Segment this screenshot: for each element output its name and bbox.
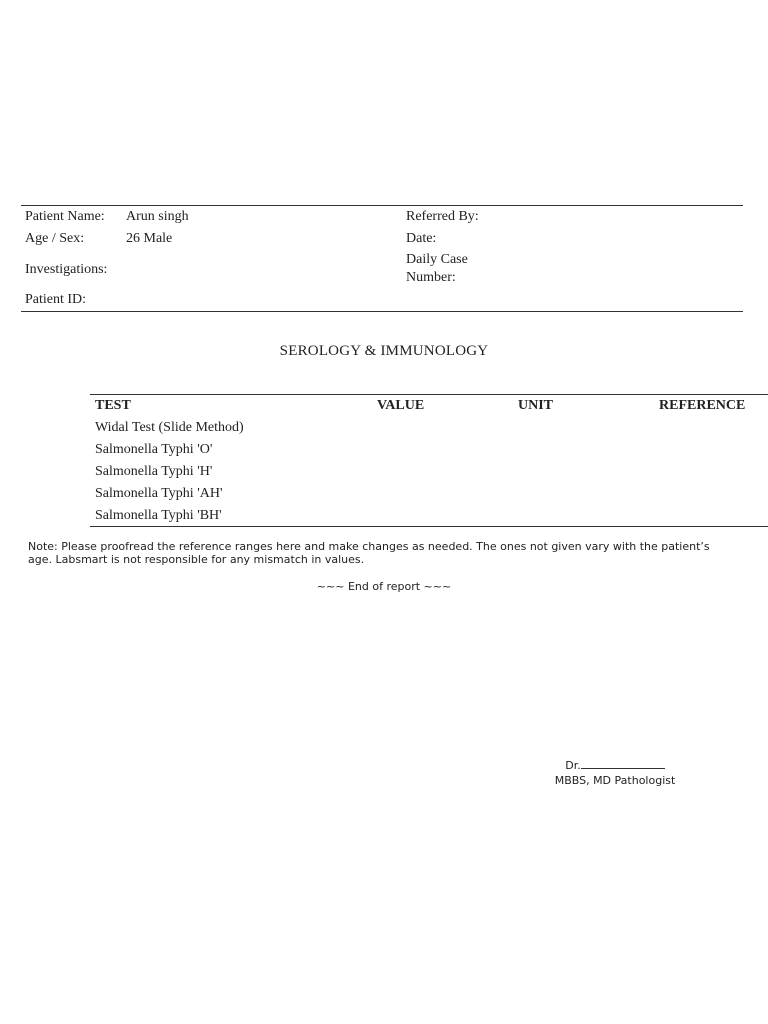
row-test-name: Salmonella Typhi 'BH'	[95, 508, 222, 523]
results-table	[90, 394, 768, 527]
disclaimer-note: Note: Please proofread the reference ranges here and make changes as needed. The ones not given vary with the patient’s age. Labsmart is not responsible for any mismatch in values.	[28, 540, 710, 566]
patient-id-label: Patient ID:	[25, 292, 87, 307]
investigations-label: Investigations:	[25, 262, 108, 277]
referred-by-label: Referred By:	[406, 209, 479, 224]
doctor-qualification: MBBS, MD Pathologist	[554, 774, 676, 787]
header-reference: REFERENCE	[659, 398, 746, 413]
header-test: TEST	[95, 398, 131, 413]
row-test-name: Salmonella Typhi 'O'	[95, 442, 213, 457]
end-of-report: ~~~ End of report ~~~	[316, 580, 452, 593]
header-value: VALUE	[377, 398, 425, 413]
signature-underline	[581, 757, 665, 769]
row-test-name: Salmonella Typhi 'AH'	[95, 486, 223, 501]
header-unit: UNIT	[518, 398, 554, 413]
patient-name-label: Patient Name:	[25, 209, 105, 224]
age-sex-value: 26 Male	[126, 231, 173, 246]
patient-name-value: Arun singh	[126, 209, 189, 224]
daily-case-number-label: Daily Case Number:	[406, 252, 468, 285]
patient-info-block	[21, 205, 743, 312]
age-sex-label: Age / Sex:	[25, 231, 85, 246]
doctor-prefix: Dr.	[565, 759, 581, 772]
row-test-name: Widal Test (Slide Method)	[95, 420, 244, 435]
signature-block	[540, 757, 690, 788]
doctor-signature-line	[540, 757, 690, 773]
section-title: SEROLOGY & IMMUNOLOGY	[279, 343, 489, 359]
date-label: Date:	[406, 231, 437, 246]
row-test-name: Salmonella Typhi 'H'	[95, 464, 213, 479]
